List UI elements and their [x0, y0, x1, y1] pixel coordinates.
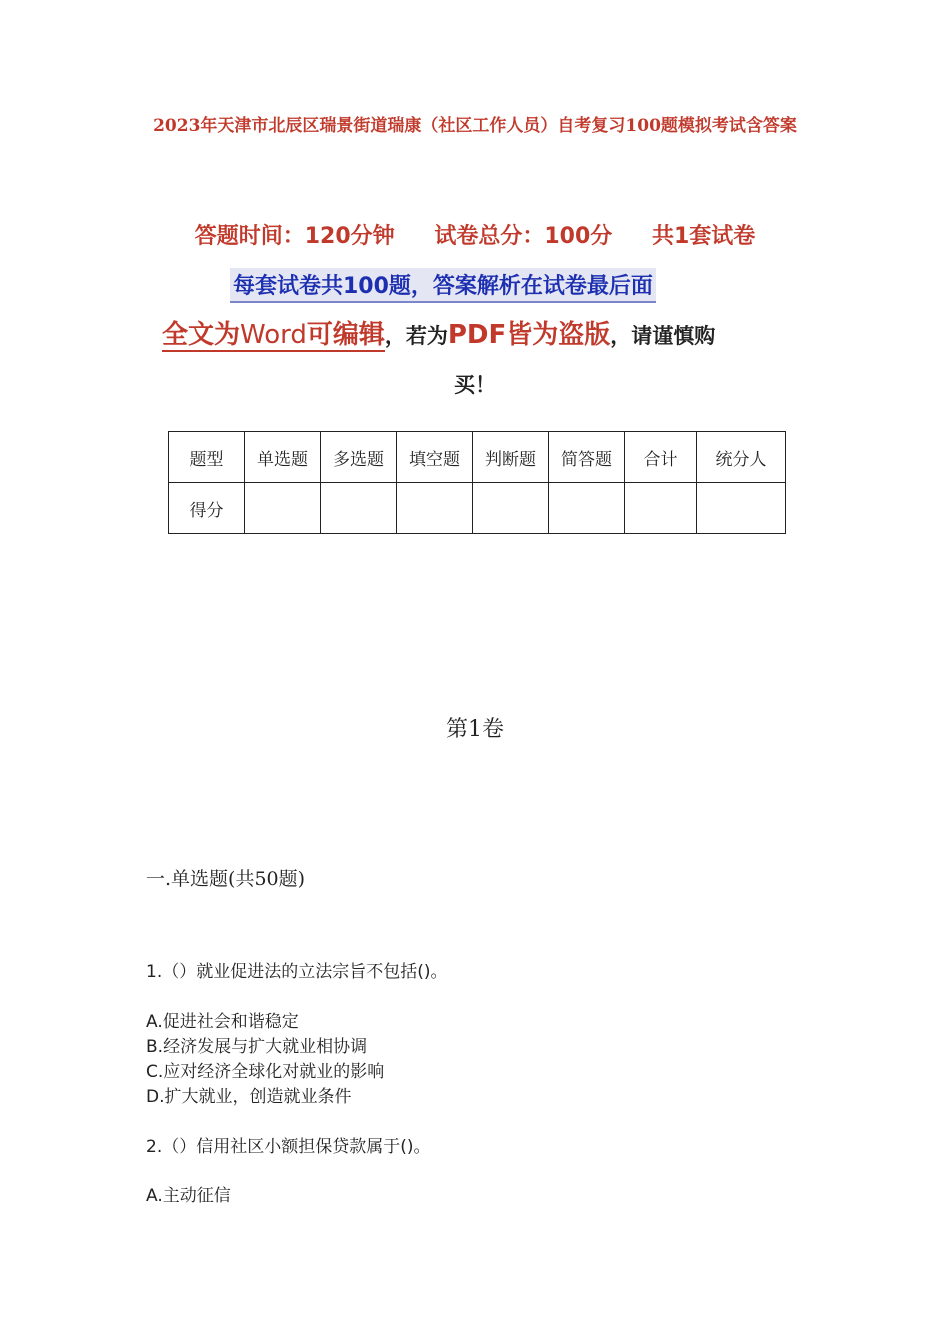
row-label-cell: 得分 [169, 483, 245, 534]
word-notice [162, 314, 715, 351]
question-option: A.主动征信 [146, 1186, 231, 1206]
question-option: B.经济发展与扩大就业相协调 [146, 1037, 368, 1057]
question-stem: 1.（）就业促进法的立法宗旨不包括()。 [146, 962, 448, 982]
word-notice-part3: 若为 [405, 324, 448, 348]
header-cell: 单选题 [245, 432, 321, 483]
question-option: A.促进社会和谐稳定 [146, 1012, 299, 1032]
header-cell: 填空题 [397, 432, 473, 483]
word-notice-part1: 全文为 [162, 320, 241, 350]
word-notice-part5: 请谨慎购 [631, 324, 716, 348]
score-table [168, 431, 786, 534]
score-table-header-row [169, 432, 786, 483]
score-cell [397, 483, 473, 534]
score-cell [245, 483, 321, 534]
document-title: 2023年天津市北辰区瑞景街道瑞康（社区工作人员）自考复习100题模拟考试含答案 [153, 116, 797, 136]
word-notice-part2: 可编辑 [306, 320, 385, 350]
header-cell: 多选题 [321, 432, 397, 483]
question-option: D.扩大就业，创造就业条件 [146, 1087, 352, 1107]
notice-line: 每套试卷共100题，答案解析在试卷最后面 [230, 268, 656, 303]
header-cell: 题型 [169, 432, 245, 483]
header-cell: 统分人 [697, 432, 786, 483]
header-cell: 合计 [625, 432, 697, 483]
exam-time: 答题时间：120分钟 [194, 224, 395, 249]
question-option: C.应对经济全球化对就业的影响 [146, 1062, 385, 1082]
score-cell [697, 483, 786, 534]
buy-line: 买！ [454, 373, 496, 397]
volume-heading: 第1卷 [446, 717, 504, 742]
exam-info [0, 219, 950, 250]
header-cell: 简答题 [549, 432, 625, 483]
section-heading: 一.单选题(共50题) [146, 868, 306, 890]
question-stem: 2.（）信用社区小额担保贷款属于()。 [146, 1137, 431, 1157]
word-notice-word: Word [240, 320, 307, 350]
exam-total-score: 试卷总分：100分 [434, 224, 613, 249]
word-notice-comma2: ， [610, 324, 632, 348]
score-cell [625, 483, 697, 534]
word-notice-part4: PDF皆为盗版 [447, 320, 611, 350]
score-table-score-row [169, 483, 786, 534]
exam-set-count: 共1套试卷 [651, 224, 756, 249]
header-cell: 判断题 [473, 432, 549, 483]
score-cell [549, 483, 625, 534]
score-cell [321, 483, 397, 534]
score-cell [473, 483, 549, 534]
word-notice-comma1: ， [384, 324, 406, 348]
